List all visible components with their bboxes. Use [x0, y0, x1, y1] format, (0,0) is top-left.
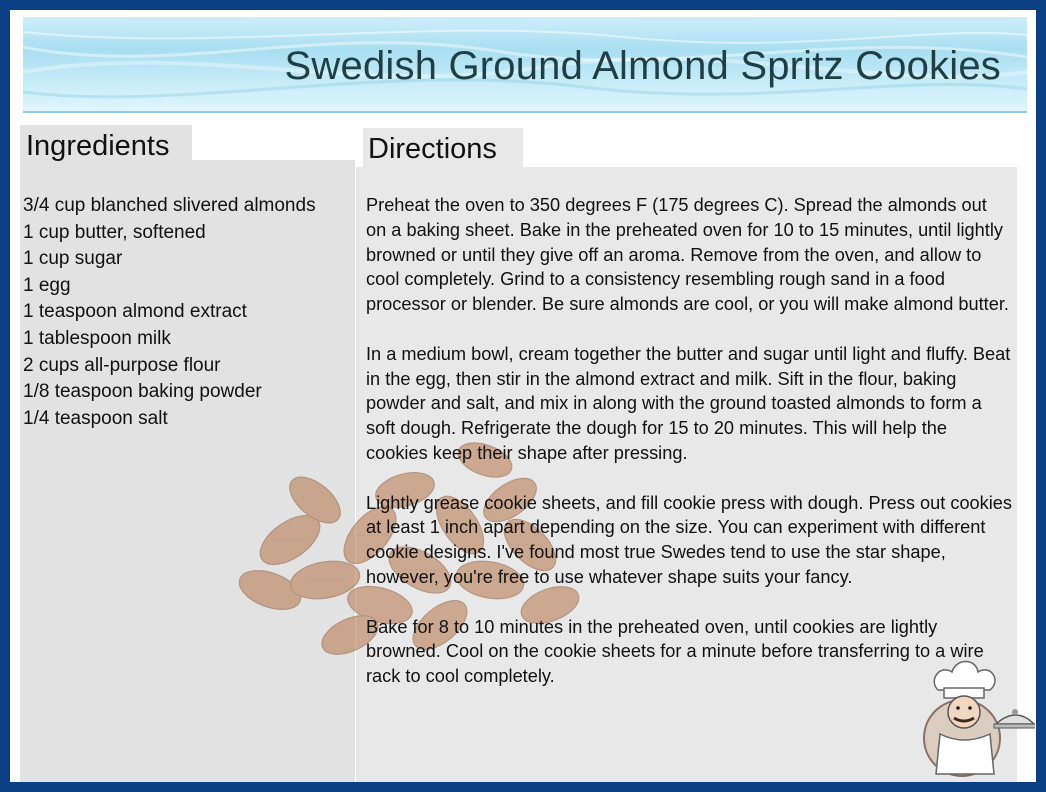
- direction-paragraph: Bake for 8 to 10 minutes in the preheated oven, until cookies are lightly browned. Cool on the cookie sheets for a minute before transferring to a wire rack to cool completely.: [366, 616, 984, 687]
- ingredient-item: 2 cups all-purpose flour: [23, 354, 221, 376]
- directions-heading: Directions: [368, 133, 497, 165]
- recipe-card: [10, 10, 1036, 782]
- ingredient-item: 1/4 teaspoon salt: [23, 407, 168, 429]
- ingredient-item: 1 cup butter, softened: [23, 221, 206, 243]
- direction-paragraph: Preheat the oven to 350 degrees F (175 degrees C). Spread the almonds out on a baking sheet. Bake in the preheated oven for 10 to 15 minutes, until lightly browned or until they give off an aroma. Remove from the oven, and allow to cool completely. Grind to a consistency resembling rough sand in a food processor or blender. Be sure almonds are cool, or you will make almond butter.: [366, 195, 1009, 315]
- ingredients-list: [23, 193, 343, 432]
- directions-text: [366, 193, 1012, 714]
- page-title: Swedish Ground Almond Spritz Cookies: [284, 44, 1001, 88]
- ingredients-heading: Ingredients: [26, 130, 170, 162]
- ingredient-item: 1/8 teaspoon baking powder: [23, 381, 262, 403]
- ingredient-item: 1 egg: [23, 274, 71, 296]
- ingredient-item: 1 tablespoon milk: [23, 327, 171, 349]
- chef-icon: [910, 650, 1035, 782]
- ingredient-item: 3/4 cup blanched slivered almonds: [23, 195, 316, 216]
- direction-paragraph: Lightly grease cookie sheets, and fill cookie press with dough. Press out cookies at least 1 inch apart depending on the size. You can experiment with different cookie designs. I've found most true Swedes tend to use the star shape, however, you're free to use whatever shape suits your fancy.: [366, 492, 1013, 587]
- ingredient-item: 1 cup sugar: [23, 248, 123, 270]
- direction-paragraph: In a medium bowl, cream together the butter and sugar until light and fluffy. Beat in the egg, then stir in the almond extract and milk. Sift in the flour, baking powder and salt, and mix in along with the ground toasted almonds to form a soft dough. Refrigerate the dough for 15 to 20 minutes. This will help the cookies keep their shape after pressing.: [366, 343, 1011, 463]
- ingredient-item: 1 teaspoon almond extract: [23, 301, 247, 323]
- title-banner: [23, 17, 1027, 113]
